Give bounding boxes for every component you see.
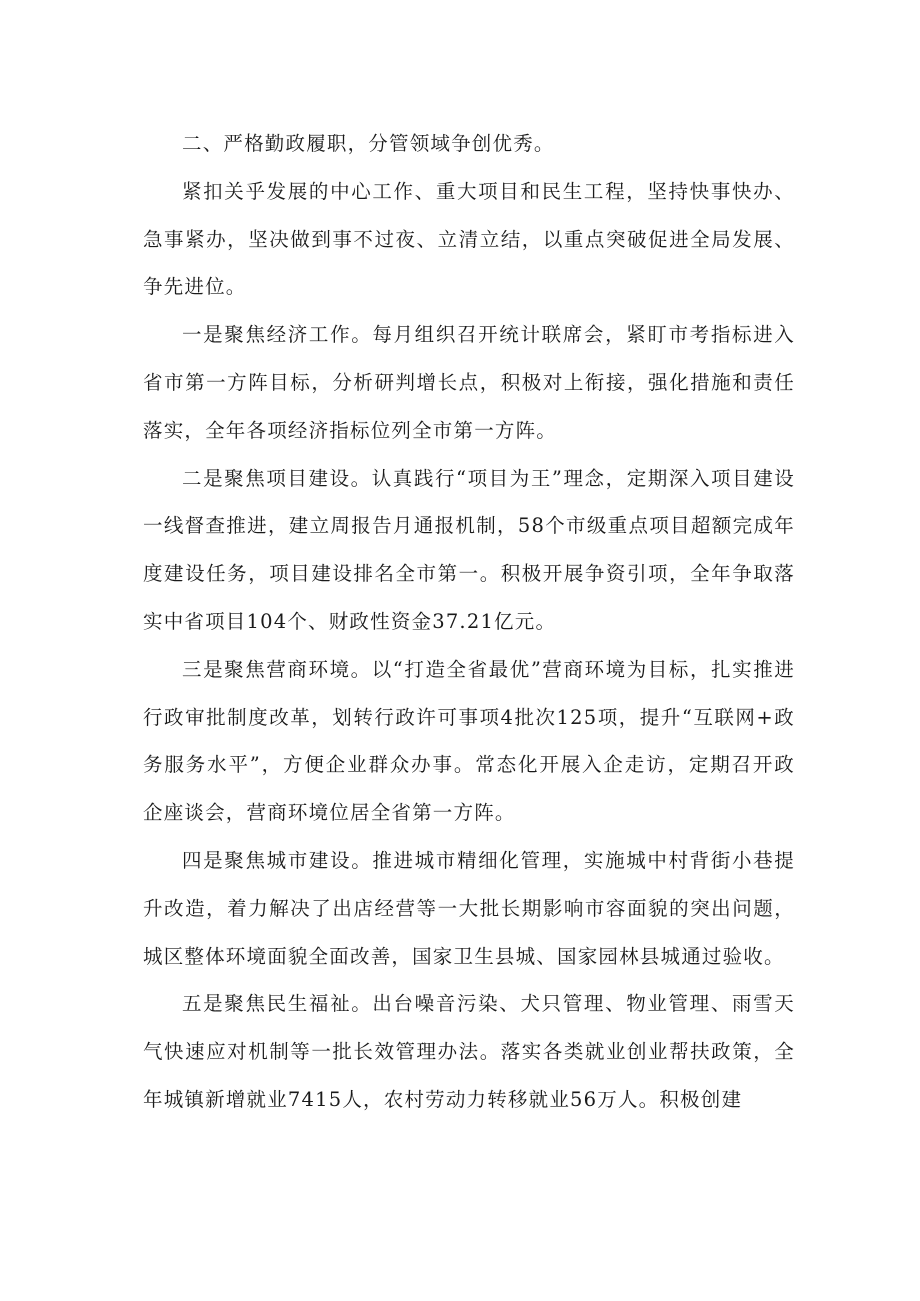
paragraph-urban-construction: 四是聚焦城市建设。推进城市精细化管理，实施城中村背街小巷提升改造，着力解决了出店经营等一大批长期影响市容面貌的突出问题，城区整体环境面貌全面改善，国家卫生县城、国家园林县城通过验收。 xyxy=(143,848,795,968)
paragraph-economy: 一是聚焦经济工作。每月组织召开统计联席会，紧盯市考指标进入省市第一方阵目标，分析研判增长点，积极对上衔接，强化措施和责任落实，全年各项经济指标位列全市第一方阵。 xyxy=(143,323,795,442)
paragraph-projects: 二是聚焦项目建设。认真践行“项目为王”理念，定期深入项目建设一线督查推进，建立周报告月通报机制，58个市级重点项目超额完成年度建设任务，项目建设排名全市第一。积极开展争资引项，全年争取落实中省项目104个、财政性资金37.21亿元。 xyxy=(143,466,795,633)
section-heading: 二、严格勤政履职，分管领域争创优秀。 xyxy=(182,132,555,155)
document-body xyxy=(143,120,795,1124)
paragraph-livelihood: 五是聚焦民生福祉。出台噪音污染、犬只管理、物业管理、雨雪天气快速应对机制等一批长效管理办法。落实各类就业创业帮扶政策，全年城镇新增就业7415人，农村劳动力转移就业56万人。积极创建 xyxy=(143,992,795,1111)
paragraph-business-environment: 三是聚焦营商环境。以“打造全省最优”营商环境为目标，扎实推进行政审批制度改革，划转行政许可事项4批次125项，提升“互联网+政务服务水平”，方便企业群众办事。常态化开展入企走访，定期召开政企座谈会，营商环境位居全省第一方阵。 xyxy=(143,657,795,825)
paragraph-intro: 紧扣关乎发展的中心工作、重大项目和民生工程，坚持快事快办、急事紧办，坚决做到事不过夜、立清立结，以重点突破促进全局发展、争先进位。 xyxy=(143,179,795,299)
